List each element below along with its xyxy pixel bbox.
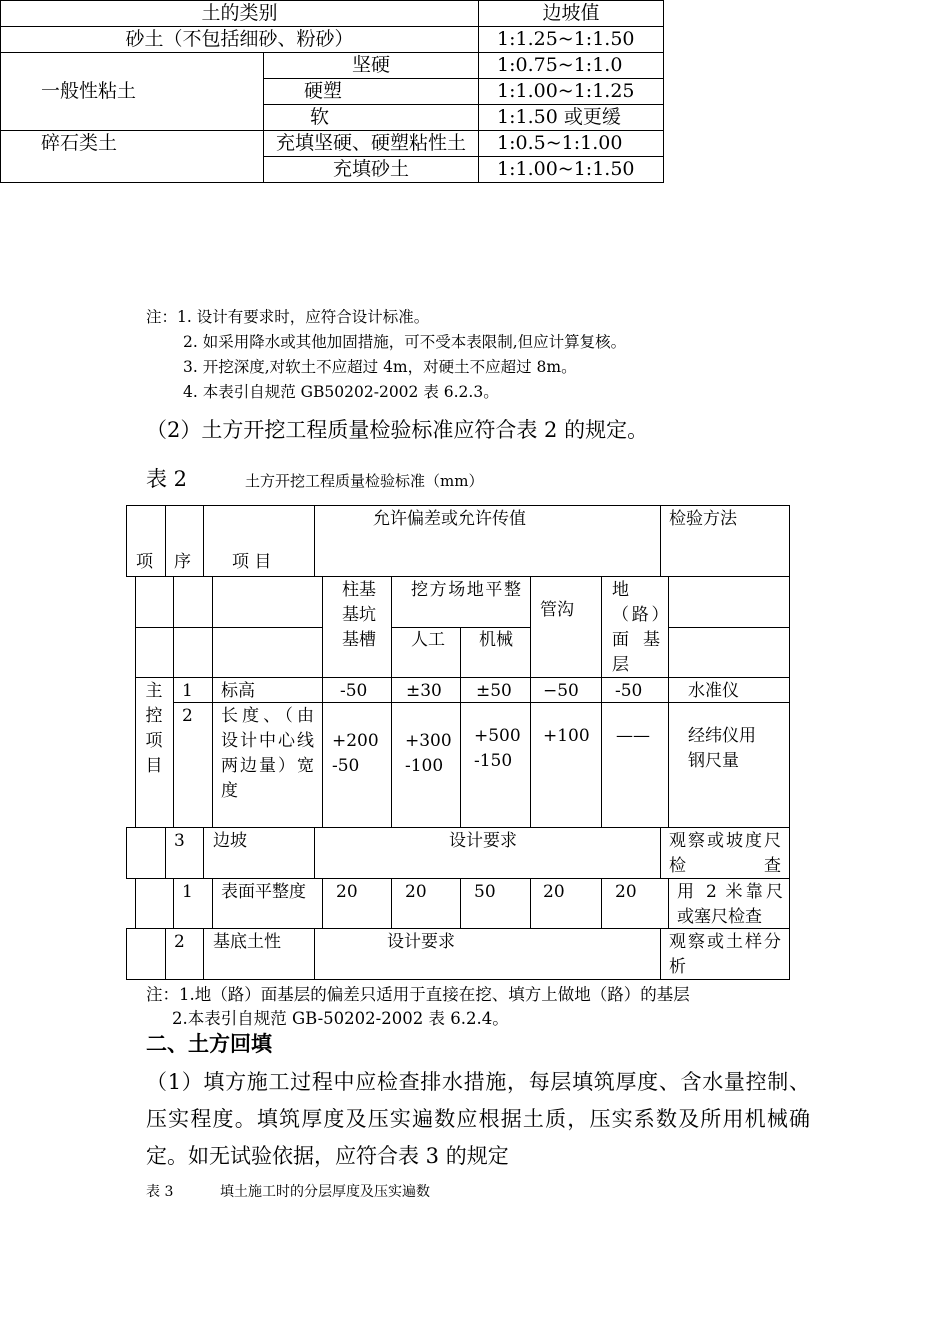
cell-value: 1:1.25~1:1.50 — [479, 27, 664, 53]
cell-value: 20 — [543, 882, 565, 902]
header-item: 项 目 — [232, 552, 272, 572]
cell-no: 2 — [174, 932, 185, 952]
header-xiang: 项 — [136, 552, 153, 572]
note-line: 2. 如采用降水或其他加固措施，可不受本表限制,但应计算复核。 — [183, 333, 627, 351]
cell-no: 1 — [182, 882, 193, 902]
cell-value: 50 — [474, 882, 496, 902]
header-xu: 序 — [174, 552, 191, 572]
cell-value: 1:0.75~1:1.0 — [479, 53, 664, 79]
cell-value: 1:1.50 或更缓 — [479, 105, 664, 131]
header-col-pit: 柱基基坑基槽 — [342, 580, 376, 650]
note-line: 2.本表引自规范 GB-50202-2002 表 6.2.4。 — [172, 1009, 509, 1028]
cell-method: 水准仪 — [688, 681, 739, 701]
header-col-base: 地（路）面基层 — [612, 580, 660, 675]
cell-sub: 硬塑 — [264, 79, 479, 105]
table-label: 表 2 — [146, 467, 188, 491]
cell-item: 边坡 — [213, 831, 247, 851]
cell-type: 砂土（不包括细砂、粉砂） — [1, 27, 479, 53]
section-heading: 二、土方回填 — [146, 1031, 272, 1056]
cell-method: 观察或坡度尺检查 — [669, 831, 781, 876]
cell-item: 长度、（由设计中心线两边量）宽度 — [221, 706, 314, 801]
note-line: 4. 本表引自规范 GB50202-2002 表 6.2.3。 — [183, 383, 499, 401]
cell-value: +100 — [543, 726, 590, 746]
header-allowance: 允许偏差或允许传值 — [373, 509, 526, 529]
cell-value: 20 — [336, 882, 358, 902]
cell-type: 碎石类土 — [1, 131, 264, 183]
cell-value: ±30 — [406, 681, 442, 701]
cell-value: +300 -100 — [405, 731, 452, 776]
header-slope: 边坡值 — [479, 1, 664, 27]
cell-value: 1:1.00~1:1.25 — [479, 79, 664, 105]
header-col-machine: 机械 — [479, 630, 513, 650]
note-line: 3. 开挖深度,对软土不应超过 4m，对硬土不应超过 8m。 — [183, 358, 577, 376]
cell-method: 经纬仪用钢尺量 — [688, 726, 756, 771]
cell-value: +500 -150 — [474, 726, 521, 771]
table-title: 填土施工时的分层厚度及压实遍数 — [220, 1184, 430, 1200]
table-title: 土方开挖工程质量检验标准（mm） — [245, 472, 484, 490]
header-col-trench: 管沟 — [540, 600, 574, 620]
paragraph: （1）填方施工过程中应检查排水措施，每层填筑厚度、含水量控制、压实程度。填筑厚度及压实遍数应根据土质，压实系数及所用机械确定。如无试验依据，应符合表 3 的规定 — [146, 1070, 810, 1168]
cell-value: −50 — [543, 681, 579, 701]
cell-span: 设计要求 — [387, 932, 455, 952]
cell-value: 20 — [615, 882, 637, 902]
cell-no: 2 — [182, 706, 193, 726]
cell-sub: 充填坚硬、硬塑粘性土 — [264, 131, 479, 157]
cell-value: -50 — [615, 681, 643, 701]
table-label: 表 3 — [146, 1184, 174, 1200]
cell-value: —— — [616, 726, 650, 746]
cell-value: -50 — [340, 681, 368, 701]
cell-sub: 充填砂土 — [264, 157, 479, 183]
header-soil-type: 土的类别 — [1, 1, 479, 27]
cell-item: 表面平整度 — [221, 882, 306, 902]
cell-no: 3 — [174, 831, 185, 851]
cell-span: 设计要求 — [449, 831, 517, 851]
note-line: 注：1.地（路）面基层的偏差只适用于直接在挖、填方上做地（路）的基层 — [146, 985, 690, 1004]
cell-method: 用 2 米靠尺或塞尺检查 — [677, 882, 783, 927]
header-col-manual: 人工 — [411, 630, 445, 650]
note-line: 注：1. 设计有要求时，应符合设计标准。 — [146, 308, 430, 326]
header-method: 检验方法 — [669, 509, 737, 529]
paragraph: （2）土方开挖工程质量检验标准应符合表 2 的规定。 — [146, 418, 649, 442]
cell-item: 标高 — [221, 681, 255, 701]
cell-sub: 坚硬 — [264, 53, 479, 79]
cell-method: 观察或土样分析 — [669, 932, 781, 977]
cell-value: 1:0.5~1:1.00 — [479, 131, 664, 157]
cell-value: ±50 — [476, 681, 512, 701]
cell-no: 1 — [182, 681, 193, 701]
cell-item: 基底土性 — [213, 932, 281, 952]
header-col-grading: 挖方场地平整 — [411, 580, 521, 600]
cell-sub: 软 — [264, 105, 479, 131]
cell-value: 20 — [405, 882, 427, 902]
cell-value: +200 -50 — [332, 731, 379, 776]
cell-type: 一般性粘土 — [1, 53, 264, 131]
slope-table — [0, 0, 664, 183]
group-main-control: 主控项目 — [145, 681, 163, 776]
cell-value: 1:1.00~1:1.50 — [479, 157, 664, 183]
